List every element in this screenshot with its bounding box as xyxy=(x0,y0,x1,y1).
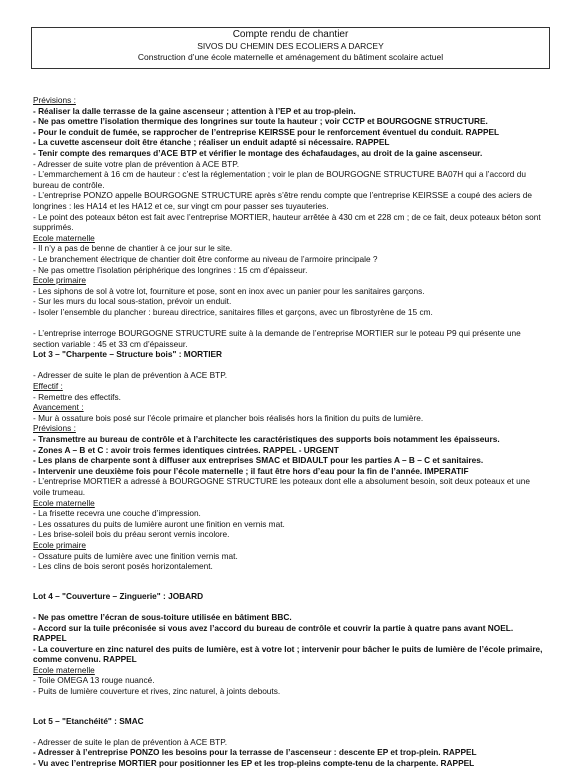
section-heading: Ecole maternelle xyxy=(33,497,95,508)
bold-item: - Réaliser la dalle terrasse de la gaine ascenseur ; attention à l’EP et au trop-plein. xyxy=(33,105,356,116)
bold-item: - Adresser à l’entreprise PONZO les besoins pour la terrasse de l’ascenseur : descente EP et trop-plein. RAPPEL xyxy=(33,747,477,758)
report-title: Compte rendu de chantier xyxy=(232,29,349,40)
section-heading: Ecole primaire xyxy=(33,539,87,550)
text-line: - La frisette recevra une couche d’impression. xyxy=(33,508,201,519)
text-line: - Adresser de suite votre plan de prévention à ACE BTP. xyxy=(33,158,240,169)
bold-item: - Intervenir une deuxième fois pour l’école maternelle ; il faut être hors d’eau pour la fin de l’année. IMPERATIF xyxy=(33,465,469,476)
text-line: - Sur les murs du local sous-station, prévoir un enduit. xyxy=(33,296,232,307)
bold-item: - Zones A – B et C : avoir trois fermes identiques cintrées. RAPPEL - URGENT xyxy=(33,444,339,455)
blank-line xyxy=(33,601,547,612)
text-line: - L’entreprise PONZO appelle BOURGOGNE STRUCTURE après s’être rendu compte que l’entreprise KEIRSSE a coupé des aciers de longrines : les HA14 et les HA12 et ce, sur vingt cm pour passer ses tuyauteries. xyxy=(33,190,532,211)
text-line: - L’entreprise MORTIER a adressé à BOURGOGNE STRUCTURE les poteaux dont elle a absolument besoin, soit deux poteaux et une voile trumeau. xyxy=(33,476,530,497)
bold-item: Lot 4 – "Couverture – Zinguerie" : JOBARD xyxy=(33,590,204,601)
text-line: - Ne pas omettre l’isolation périphérique des longrines : 15 cm d’épaisseur. xyxy=(33,264,308,275)
report-subtitle: SIVOS DU CHEMIN DES ECOLIERS A DARCEY xyxy=(197,41,384,51)
bold-item: - Ne pas omettre l’isolation thermique des longrines sur toute la hauteur ; voir CCTP et BOURGOGNE STRUCTURE. xyxy=(33,116,488,127)
text-line: - Toile OMEGA 13 rouge nuancé. xyxy=(33,675,155,686)
bold-item: - Les plans de charpente sont à diffuser aux entreprises SMAC et BIDAULT pour les parties A – B – C et sanitaires. xyxy=(33,455,484,466)
section-heading: Prévisions : xyxy=(33,95,76,105)
section-heading: Ecole maternelle xyxy=(33,664,95,675)
text-line: - Adresser de suite le plan de prévention à ACE BTP. xyxy=(33,736,228,747)
bold-item: Lot 5 – "Etanchéité" : SMAC xyxy=(33,715,144,726)
bold-item: - La couverture en zinc naturel des puits de lumière, est à votre lot ; intervenir pour bâcher le puits de lumière de l’école primaire, comme convenu. RAPPEL xyxy=(33,643,543,665)
text-line: - Les clins de bois seront posés horizontalement. xyxy=(33,561,213,572)
bold-item: Lot 3 – "Charpente – Structure bois" : MORTIER xyxy=(33,349,223,360)
text-line: - Les brise-soleil bois du préau seront vernis incolore. xyxy=(33,529,230,540)
blank-line xyxy=(33,360,547,371)
text-line: - L’entreprise interroge BOURGOGNE STRUCTURE suite à la demande de l’entreprise MORTIER sur le poteau P9 qui présente une section variable : 45 et 33 cm d’épaisseur. xyxy=(33,328,521,349)
bold-item: - Ne pas omettre l’écran de sous-toiture utilisée en bâtiment BBC. xyxy=(33,611,292,622)
text-line: - Les ossatures du puits de lumière auront une finition en vernis mat. xyxy=(33,518,285,529)
report-header xyxy=(31,27,550,69)
blank-line xyxy=(33,317,547,328)
bold-item: - La cuvette ascenseur doit être étanche ; réaliser un enduit adapté si nécessaire. RAPPEL xyxy=(33,137,390,148)
report-description: Construction d’une école maternelle et aménagement du bâtiment scolaire actuel xyxy=(137,52,444,62)
blank-line xyxy=(33,697,547,716)
text-line: - Mur à ossature bois posé sur l’école primaire et plancher bois réalisés hors la finition du puits de lumière. xyxy=(33,412,424,423)
blank-line xyxy=(33,572,547,591)
section-heading: Ecole primaire xyxy=(33,275,87,286)
bold-item: - Pour le conduit de fumée, se rapprocher de l’entreprise KEIRSSE pour le renforcement éventuel du conduit. RAPPEL xyxy=(33,126,500,137)
bold-item: - Transmettre au bureau de contrôle et à l’architecte les caractéristiques des supports bois notamment les épaisseurs. xyxy=(33,434,500,444)
section-heading: Effectif : xyxy=(33,381,63,392)
bold-item: - Vu avec l’entreprise MORTIER pour positionner les EP et les trop-pleins compte-tenu de la charpente. RAPPEL xyxy=(33,758,475,769)
text-line: - Isoler l’ensemble du plancher : bureau directrice, sanitaires filles et garçons, avec un fibrostyrène de 15 cm. xyxy=(33,306,433,317)
bold-item: - Accord sur la tuile préconisée si vous avez l’accord du bureau de contrôle et couvrir la partie à quatre pans avant NOEL. RAPPEL xyxy=(33,622,514,644)
text-line: - Le point des poteaux béton est fait avec l’entreprise MORTIER, hauteur arrêtée à 430 cm et 228 cm ; de ce fait, deux poteaux béton sont supprimés. xyxy=(33,211,541,233)
text-line: - Puits de lumière couverture et rives, zinc naturel, à joints debouts. xyxy=(33,686,281,697)
bold-item: - Tenir compte des remarques d’ACE BTP et vérifier le montage des échafaudages, au droit de la gaine ascenseur. xyxy=(33,147,483,158)
section-heading: Ecole maternelle xyxy=(33,232,95,243)
report-body xyxy=(33,95,547,769)
blank-line xyxy=(33,726,547,737)
section-heading: Prévisions : xyxy=(33,423,76,434)
text-line: - Adresser de suite le plan de prévention à ACE BTP. xyxy=(33,370,228,381)
text-line: - Il n’y a pas de benne de chantier à ce jour sur le site. xyxy=(33,243,233,254)
section-heading: Avancement : xyxy=(33,402,84,413)
text-line: - Le branchement électrique de chantier doit être conforme au niveau de l’armoire principale ? xyxy=(33,253,378,264)
text-line: - Les siphons de sol à votre lot, fourniture et pose, sont en inox avec un panier pour les sanitaires garçons. xyxy=(33,285,425,296)
text-line: - Remettre des effectifs. xyxy=(33,391,121,402)
text-line: - L’emmarchement à 16 cm de hauteur : c’est la réglementation ; voir le plan de BOURGOGNE STRUCTURE BA07H qui a l’accord du bureau de contrôle. xyxy=(33,169,526,190)
text-line: - Ossature puits de lumière avec une finition vernis mat. xyxy=(33,550,238,561)
